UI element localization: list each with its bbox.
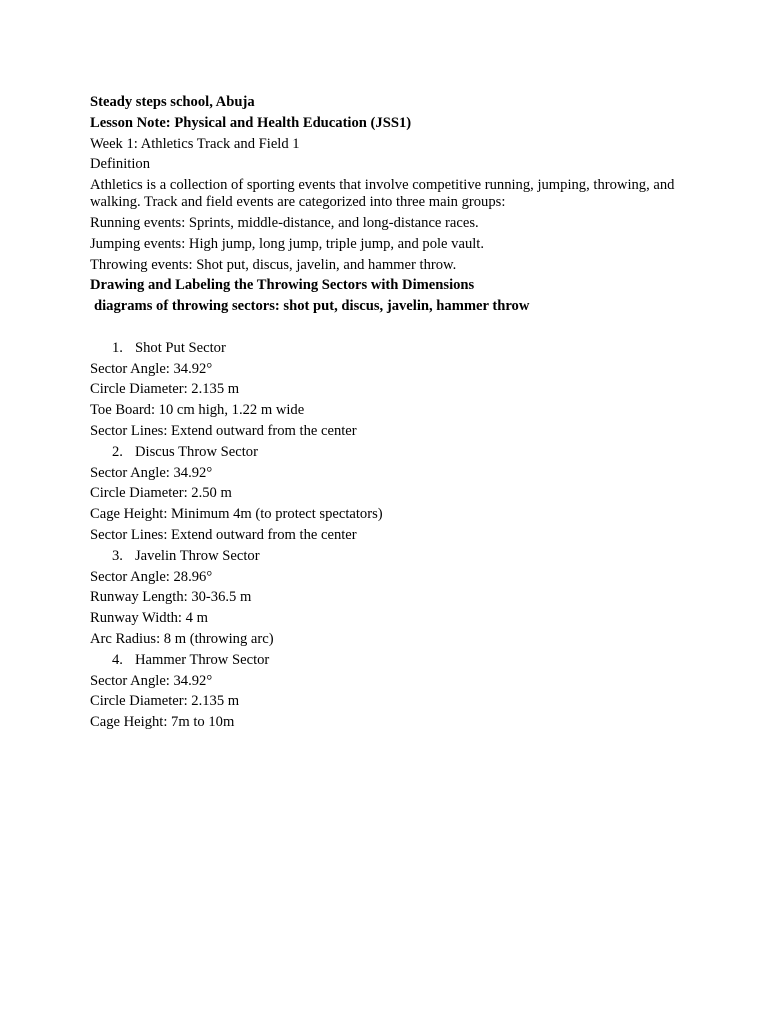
list-number: 3. (112, 547, 123, 564)
sector-detail: Cage Height: 7m to 10m (90, 714, 235, 731)
intro-paragraph: Athletics is a collection of sporting events that involve competitive running, jumping, throwing, and walking. Track and field events are categorized into three main groups: (90, 176, 675, 210)
sector-detail: Sector Angle: 34.92° (90, 672, 213, 689)
sector-detail: Sector Angle: 28.96° (90, 568, 213, 585)
sector-shot-put (90, 338, 690, 442)
lesson-note-title: Lesson Note: Physical and Health Education (JSS1) (90, 114, 412, 131)
sector-title (90, 546, 690, 567)
sector-title-text: Hammer Throw Sector (135, 651, 270, 668)
sector-detail: Circle Diameter: 2.135 m (90, 693, 240, 710)
sector-detail: Circle Diameter: 2.135 m (90, 381, 240, 398)
week-title: Week 1: Athletics Track and Field 1 (90, 135, 300, 152)
sector-detail: Sector Lines: Extend outward from the center (90, 422, 357, 439)
sector-title-text: Shot Put Sector (135, 339, 226, 356)
sector-detail: Sector Lines: Extend outward from the center (90, 526, 357, 543)
list-number: 4. (112, 651, 123, 668)
sector-hammer (90, 650, 690, 733)
sector-title (90, 338, 690, 359)
section-subheading: diagrams of throwing sectors: shot put, discus, javelin, hammer throw (94, 298, 530, 315)
sector-detail: Arc Radius: 8 m (throwing arc) (90, 630, 274, 647)
sector-title (90, 442, 690, 463)
document-page (90, 92, 690, 733)
list-number: 2. (112, 443, 123, 460)
sector-detail: Runway Width: 4 m (90, 610, 208, 627)
sector-detail: Toe Board: 10 cm high, 1.22 m wide (90, 402, 305, 419)
section-heading: Drawing and Labeling the Throwing Sectors with Dimensions (90, 277, 475, 294)
sector-javelin (90, 546, 690, 650)
blank-line (90, 317, 690, 338)
sector-title-text: Discus Throw Sector (135, 443, 258, 460)
sector-detail: Sector Angle: 34.92° (90, 360, 213, 377)
sector-detail: Cage Height: Minimum 4m (to protect spectators) (90, 506, 383, 523)
definition-heading: Definition (90, 156, 150, 173)
school-name: Steady steps school, Abuja (90, 94, 255, 110)
list-number: 1. (112, 339, 123, 356)
sector-detail: Sector Angle: 34.92° (90, 464, 213, 481)
group-throwing: Throwing events: Shot put, discus, javelin, and hammer throw. (90, 256, 457, 273)
sector-title-text: Javelin Throw Sector (135, 547, 260, 564)
group-jumping: Jumping events: High jump, long jump, triple jump, and pole vault. (90, 235, 484, 252)
sector-discus (90, 442, 690, 546)
sector-title (90, 650, 690, 671)
sector-detail: Runway Length: 30-36.5 m (90, 589, 252, 606)
sector-detail: Circle Diameter: 2.50 m (90, 485, 232, 502)
group-running: Running events: Sprints, middle-distance, and long-distance races. (90, 214, 479, 231)
